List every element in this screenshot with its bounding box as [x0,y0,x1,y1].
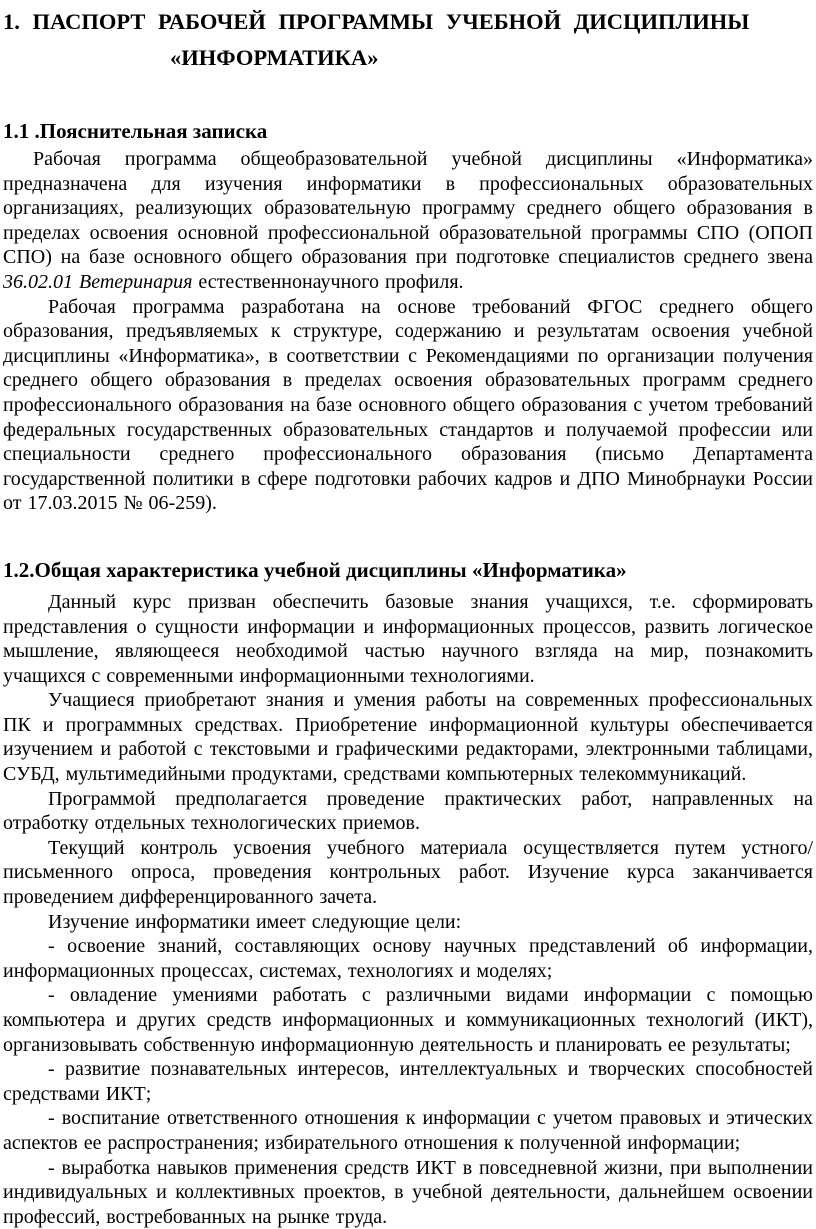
paragraph-goals-intro: Изучение информатики имеет следующие цели: [48,910,462,933]
goal-item-development: - развитие познавательных интересов, интеллектуальных и творческих способностей средствами ИКТ; [3,1058,813,1105]
paragraph-skills: Учащиеся приобретают знания и умения работы на современных профессиональных ПК и программных средствах. Приобретение информационной культуры обеспечивается изучением и работой с текстовыми и графическими редакторами, электронными таблицами, СУБД, мультимедийными продуктами, средствами компьютерных телекоммуникаций. [3,689,813,786]
paragraph-text-tail: естественнонаучного профиля. [192,270,464,293]
title-line-1: 1. ПАСПОРТ РАБОЧЕЙ ПРОГРАММЫ УЧЕБНОЙ ДИСЦИПЛИНЫ [3,9,750,34]
paragraph-course-goal: Данный курс призван обеспечить базовые знания учащихся, т.е. сформировать представления о сущности информации и информационных процессов, развить логическое мышление, являющееся необходимой частью научного взгляда на мир, познакомить учащихся с современными информационными технологиями. [3,590,813,687]
section-heading-1-1: 1.1 .Пояснительная записка [3,119,268,143]
document-title [3,8,813,71]
paragraph-control: Текущий контроль усвоения учебного материала осуществляется путем устного/письменного опроса, проведения контрольных работ. Изучение курса заканчивается проведением дифференцированного зачета. [3,836,813,909]
goal-item-upbringing: - воспитание ответственного отношения к информации с учетом правовых и этических аспектов ее распространения; избирательного отношения к полученной информации; [3,1107,813,1154]
goal-item-abilities: - овладение умениями работать с различными видами информации с помощью компьютера и других средств информационных и коммуникационных технологий (ИКТ), организовывать собственную информационную деятельность и планировать ее результаты; [3,984,813,1056]
paragraph-practical-works: Программой предполагается проведение практических работ, направленных на отработку отдельных технологических приемов. [3,787,813,835]
goal-item-knowledge: - освоение знаний, составляющих основу научных представлений об информации, информационных процессах, системах, технологиях и моделях; [3,935,813,982]
paragraph-text-lead: Рабочая программа общеобразовательной учебной дисциплины «Информатика» предназначена для изучения информатики в профессиональных образовательных организациях, реализующих образовательную программу среднего общего образования в пределах освоения основной профессиональной образовательной программы СПО (ОПОП СПО) на базе основного общего образования при подготовке специалистов среднего звена [3,148,813,269]
specialty-code-italic: 36.02.01 Ветеринария [3,270,193,293]
goal-item-ict-skills: - выработка навыков применения средств ИКТ в повседневной жизни, при выполнении индивидуальных и коллективных проектов, в учебной деятельности, дальнейшем освоении профессий, востребованных на рынке труда. [3,1156,813,1228]
title-line-2: «ИНФОРМАТИКА» [170,45,379,70]
section-heading-1-2: 1.2.Общая характеристика учебной дисциплины «Информатика» [3,557,627,582]
paragraph-program-purpose [3,147,813,295]
paragraph-fgos-basis: Рабочая программа разработана на основе требований ФГОС среднего общего образования, предъявляемых к структуре, содержанию и результатам освоения учебной дисциплины «Информатика», в соответствии с Рекомендациями по организации получения среднего общего образования в пределах освоения образовательных программ среднего профессионального образования на базе основного общего образования с учетом требований федеральных государственных образовательных стандартов и получаемой профессии или специальности среднего профессионального образования (письмо Департамента государственной политики в сфере подготовки рабочих кадров и ДПО Минобрнауки России от 17.03.2015 № 06-259). [3,295,813,515]
